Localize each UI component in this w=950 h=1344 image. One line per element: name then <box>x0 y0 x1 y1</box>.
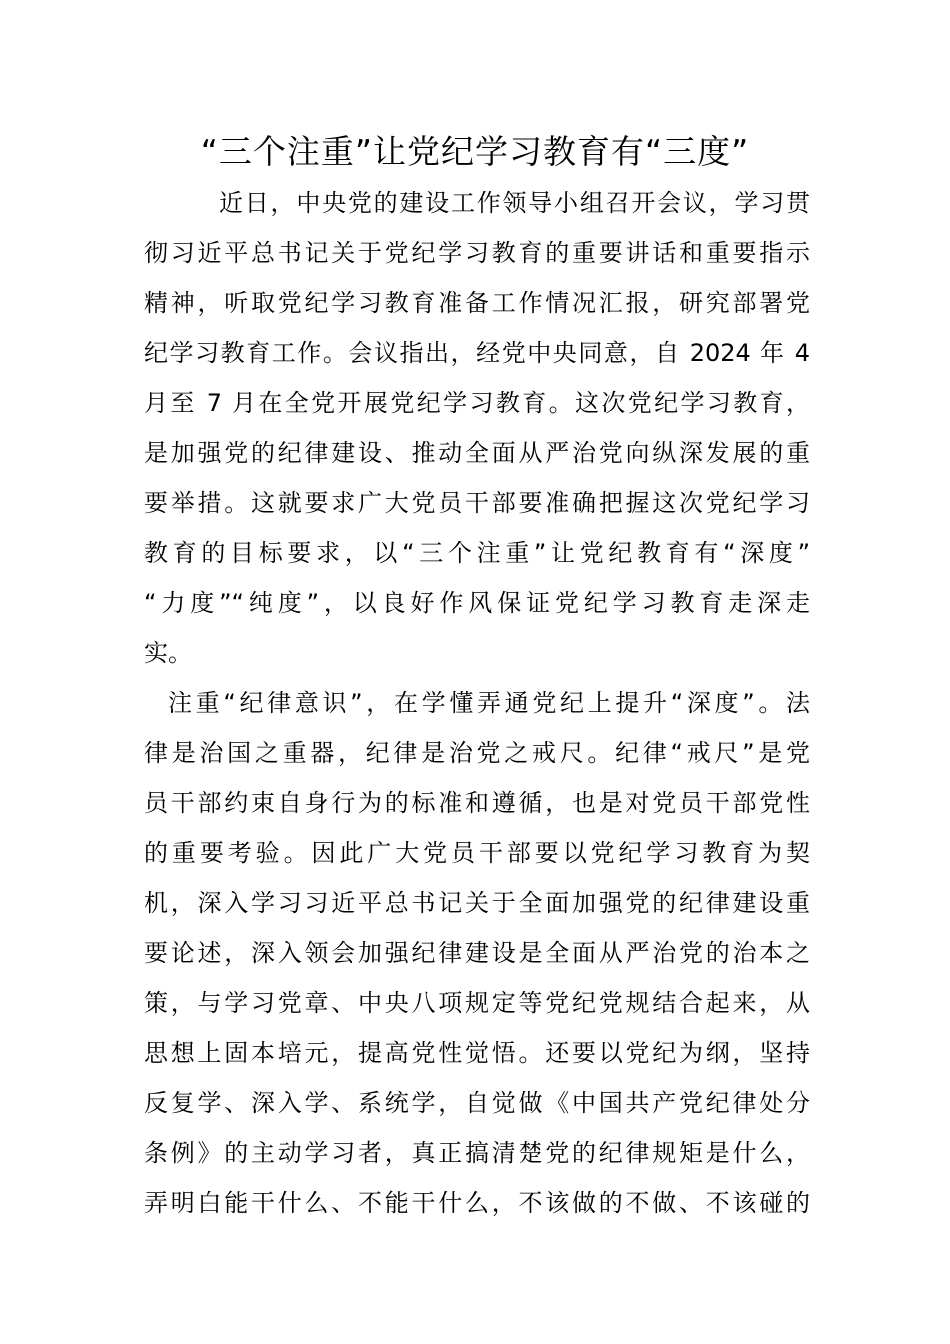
body-line: 反复学、深入学、系统学，自觉做《中国共产党纪律处分 <box>144 1089 810 1117</box>
body-line: 注重“纪律意识”，在学懂弄通党纪上提升“深度”。法 <box>168 689 810 717</box>
body-line: 员干部约束自身行为的标准和遵循，也是对党员干部党性 <box>144 789 810 817</box>
body-line: 的重要考验。因此广大党员干部要以党纪学习教育为契 <box>144 839 810 867</box>
body-line: 彻习近平总书记关于党纪学习教育的重要讲话和重要指示 <box>144 239 810 267</box>
body-line: 近日，中央党的建设工作领导小组召开会议，学习贯 <box>219 189 810 217</box>
body-line: 精神，听取党纪学习教育准备工作情况汇报，研究部署党 <box>144 289 810 317</box>
document-title: “三个注重”让党纪学习教育有“三度” <box>200 132 750 171</box>
body-line: 机，深入学习习近平总书记关于全面加强党的纪律建设重 <box>144 889 810 917</box>
body-line: 策，与学习党章、中央八项规定等党纪党规结合起来，从 <box>144 989 810 1017</box>
body-line: 律是治国之重器，纪律是治党之戒尺。纪律“戒尺”是党 <box>144 739 810 767</box>
body-line: 思想上固本培元，提高党性觉悟。还要以党纪为纲，坚持 <box>144 1039 810 1067</box>
body-line: 条例》的主动学习者，真正搞清楚党的纪律规矩是什么， <box>144 1139 810 1167</box>
body-line: 实。 <box>144 639 192 667</box>
body-line: 要论述，深入领会加强纪律建设是全面从严治党的治本之 <box>144 939 810 967</box>
body-line: 教育的目标要求，以“三个注重”让党纪教育有“深度” <box>144 539 810 567</box>
body-line: 要举措。这就要求广大党员干部要准确把握这次党纪学习 <box>144 489 810 517</box>
body-line: “力度”“纯度”，以良好作风保证党纪学习教育走深走 <box>144 589 810 617</box>
body-line: 纪学习教育工作。会议指出，经党中央同意，自 2024 年 4 <box>144 339 810 367</box>
body-line: 月至 7 月在全党开展党纪学习教育。这次党纪学习教育， <box>144 389 810 417</box>
body-line: 是加强党的纪律建设、推动全面从严治党向纵深发展的重 <box>144 439 810 467</box>
body-line: 弄明白能干什么、不能干什么，不该做的不做、不该碰的 <box>144 1189 810 1217</box>
